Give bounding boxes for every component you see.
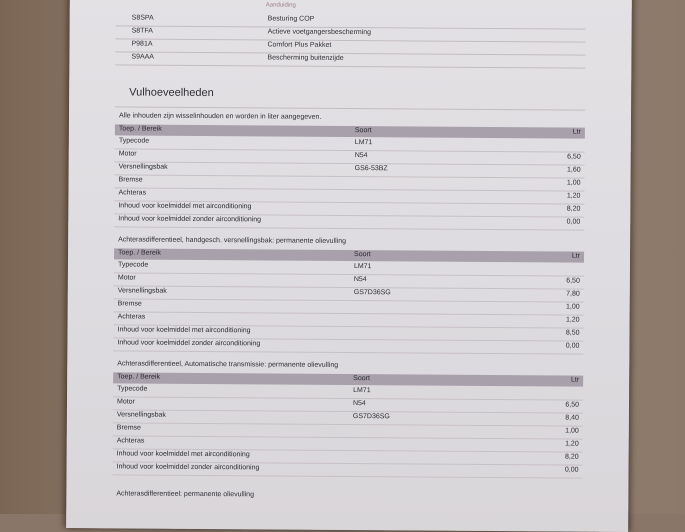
section-title: Vulhoeveelheden — [129, 86, 214, 100]
cell-bereik: Motor — [116, 398, 135, 406]
cell-ltr: 6,50 — [567, 153, 581, 161]
cell-soort: N54 — [353, 276, 367, 284]
cell-bereik: Typecode — [117, 385, 148, 393]
capacity-table-2 — [114, 236, 584, 350]
cell-ltr: 8,20 — [564, 453, 579, 461]
cell-ltr: 8,50 — [565, 329, 580, 337]
cell-ltr: 8,40 — [565, 414, 579, 422]
cell-ltr: 1,00 — [566, 179, 581, 187]
cell-ltr: 1,20 — [565, 316, 580, 324]
cell-ltr: 6,50 — [565, 401, 580, 409]
option-code: S8SPA — [131, 14, 154, 22]
cell-ltr: 1,20 — [566, 192, 581, 200]
cell-soort: GS7D36SG — [352, 413, 390, 421]
cell-ltr: 1,00 — [566, 303, 580, 311]
cell-soort: LM71 — [354, 139, 373, 147]
cell-bereik: Inhoud voor koelmiddel zonder airconditioning — [116, 463, 260, 472]
cell-soort: GS6-53BZ — [354, 165, 388, 173]
cell-bereik: Motor — [117, 274, 136, 282]
header-soort: Soort — [354, 251, 371, 259]
option-code: S9AAA — [131, 53, 155, 61]
cell-soort: N54 — [354, 152, 368, 160]
cell-ltr: 8,20 — [566, 205, 581, 213]
cell-bereik: Motor — [118, 150, 137, 158]
option-desc: Bescherming buitenzijde — [267, 54, 344, 62]
cell-soort: N54 — [352, 400, 366, 408]
cell-bereik: Versnellingsbak — [117, 287, 167, 295]
option-code: S8TFA — [131, 27, 154, 35]
cell-soort: LM71 — [353, 263, 372, 271]
cell-ltr: 0,00 — [564, 466, 579, 474]
cell-bereik: Inhoud voor koelmiddel met airconditioning — [116, 450, 250, 459]
cell-ltr: 1,20 — [565, 440, 579, 448]
header-ltr: Ltr — [572, 128, 581, 136]
cell-bereik: Typecode — [118, 137, 150, 145]
cell-bereik: Inhoud voor koelmiddel met airconditioning — [118, 202, 252, 211]
options-column-header: Aanduiding — [265, 2, 296, 9]
cell-ltr: 1,00 — [565, 427, 579, 435]
cell-bereik: Bremse — [117, 300, 142, 308]
header-soort: Soort — [353, 375, 370, 383]
cell-soort: LM71 — [353, 387, 371, 395]
header-bereik: Toep. / Bereik — [118, 249, 161, 257]
cell-bereik: Typecode — [117, 261, 149, 269]
cell-bereik: Inhoud voor koelmiddel met airconditioning — [117, 326, 251, 335]
cell-bereik: Inhoud voor koelmiddel zonder airconditioning — [118, 215, 262, 224]
cell-bereik: Versnellingsbak — [118, 163, 168, 171]
option-code: P981A — [131, 40, 153, 48]
option-row — [115, 51, 585, 68]
cell-bereik: Versnellingsbak — [116, 411, 166, 419]
option-desc: Actieve voetgangersbescherming — [267, 28, 372, 37]
cell-ltr: 1,60 — [566, 166, 581, 174]
capacity-table-1 — [115, 112, 585, 226]
table-note: Achterasdifferentieel, Automatische transmissie: permanente olievulling — [117, 360, 339, 369]
cell-bereik: Inhoud voor koelmiddel zonder airconditioning — [117, 339, 261, 348]
cell-ltr: 0,00 — [566, 218, 581, 226]
header-bereik: Toep. / Bereik — [118, 125, 162, 133]
table-row — [113, 337, 583, 354]
option-desc: Besturing COP — [267, 15, 315, 23]
capacity-table-3 — [113, 360, 583, 474]
cell-bereik: Achteras — [116, 437, 145, 445]
table-note: Alle inhouden zijn wisselinhouden en worden in liter aangegeven. — [118, 112, 322, 121]
table-row — [112, 461, 582, 478]
table-note: Achterasdifferentieel, handgesch. versnellingsbak: permanente olievulling — [118, 236, 347, 245]
header-ltr: Ltr — [571, 252, 581, 260]
header-soort: Soort — [354, 127, 372, 135]
cell-ltr: 0,00 — [565, 342, 580, 350]
cell-bereik: Bremse — [116, 424, 141, 432]
option-desc: Comfort Plus Pakket — [267, 41, 332, 49]
cell-ltr: 7,80 — [566, 290, 580, 298]
footer-note: Achterasdifferentieel: permanente olievulling — [116, 490, 255, 499]
header-bereik: Toep. / Bereik — [117, 373, 161, 381]
cell-bereik: Bremse — [118, 176, 143, 184]
title-divider — [115, 106, 585, 110]
cell-bereik: Achteras — [117, 313, 146, 321]
cell-ltr: 6,50 — [566, 277, 580, 285]
table-row — [114, 213, 584, 230]
header-ltr: Ltr — [570, 376, 580, 384]
cell-soort: GS7D36SG — [353, 289, 391, 297]
printed-page — [66, 0, 632, 532]
cell-bereik: Achteras — [118, 189, 147, 197]
